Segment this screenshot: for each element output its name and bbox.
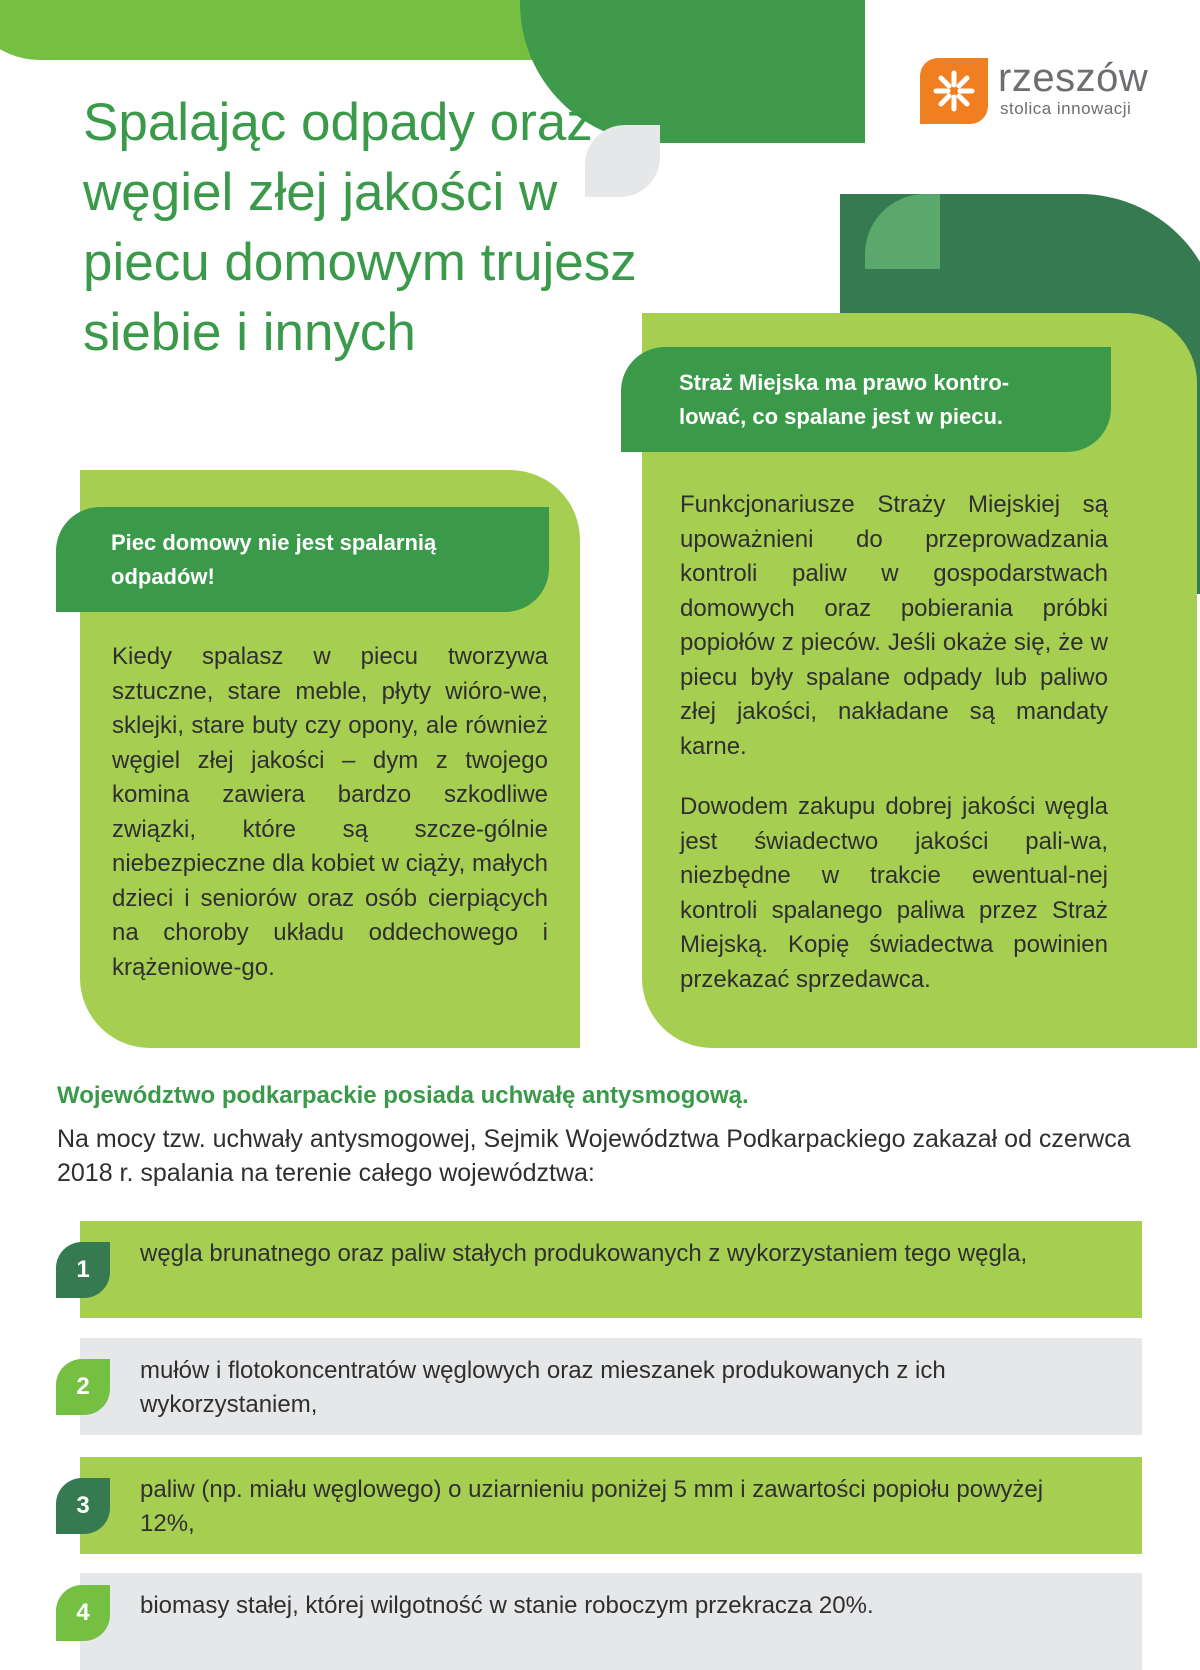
list-item-text: węgla brunatnego oraz paliw stałych produkowanych z wykorzystaniem tego węgla,	[140, 1240, 1028, 1267]
list-item-text: biomasy stałej, której wilgotność w stanie roboczym przekracza 20%.	[140, 1592, 874, 1619]
list-number-badge: 3	[56, 1478, 110, 1534]
info-box-right-paragraph-1: Funkcjonariusze Straży Miejskiej są upoważnieni do przeprowadzania kontroli paliw w gospodarstwach domowych oraz pobierania próbki popiołów z pieców. Jeśli okaże się, że w piecu były spalane odpady lub paliwo złej jakości, nakładane są mandaty karne.	[680, 491, 1108, 760]
info-box-left-title-text: Piec domowy nie jest spalarnią odpadów!	[111, 529, 437, 589]
logo-tagline: stolica innowacji	[1000, 99, 1132, 118]
list-item	[80, 1573, 1142, 1670]
list-number-badge: 1	[56, 1242, 110, 1298]
info-box-right-paragraph-2: Dowodem zakupu dobrej jakości węgla jest świadectwo jakości pali-wa, niezbędne w trakcie ewentual-nej kontroli spalanego paliwa przez Straż Miejską. Kopię świadectwa powinien przekazać sprzedawca.	[680, 793, 1108, 993]
list-item-text: paliw (np. miału węglowego) o uziarnieniu poniżej 5 mm i zawartości popiołu powyżej 12%,	[140, 1476, 1044, 1537]
page-title: Spalając odpady oraz węgiel złej jakości w piecu domowym trujesz siebie i innych	[83, 93, 637, 362]
logo-star-icon	[920, 58, 988, 124]
list-item-text: mułów i flotokoncentratów węglowych oraz mieszanek produkowanych z ich wykorzystaniem,	[140, 1357, 946, 1418]
info-box-left-title	[56, 507, 549, 612]
list-number-badge: 4	[56, 1585, 110, 1641]
list-item	[80, 1338, 1142, 1435]
logo-name: rzeszów	[998, 56, 1149, 100]
list-item	[80, 1457, 1142, 1554]
section-heading: Województwo podkarpackie posiada uchwałę antysmogową.	[57, 1082, 749, 1109]
info-box-right-title	[621, 347, 1111, 452]
list-number-badge: 2	[56, 1359, 110, 1415]
rzeszow-logo	[920, 56, 1149, 126]
info-box-left-body: Kiedy spalasz w piecu tworzywa sztuczne, stare meble, płyty wióro-we, sklejki, stare buty czy opony, ale również węgiel złej jakości – dym z twojego komina zawiera bardzo szkodliwe związki, które są szcze-gólnie niebezpieczne dla kobiet w ciąży, małych dzieci i seniorów oraz osób cierpiących na choroby układu oddechowego i krążeniowe-go.	[112, 643, 548, 981]
section-intro: Na mocy tzw. uchwały antysmogowej, Sejmik Województwa Podkarpackiego zakazał od czerwca 2018 r. spalania na terenie całego województwa:	[57, 1125, 1131, 1187]
info-box-right-title-text: Straż Miejska ma prawo kontro-lować, co spalane jest w piecu.	[679, 369, 1010, 429]
list-item	[80, 1221, 1142, 1318]
